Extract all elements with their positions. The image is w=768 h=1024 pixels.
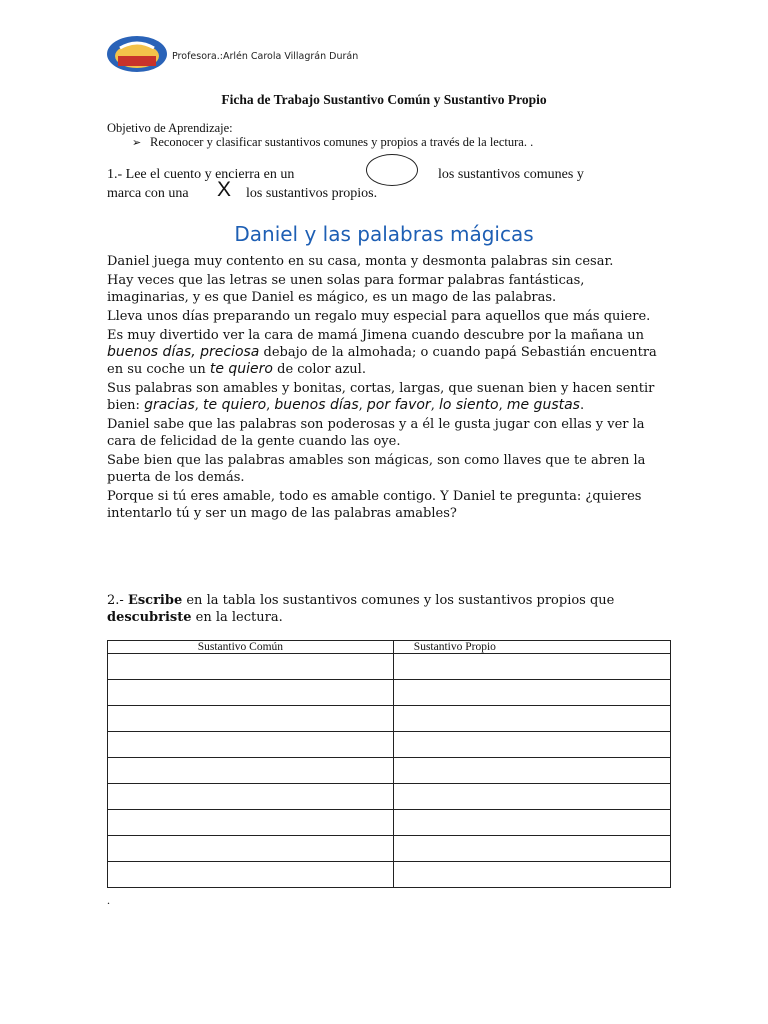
kind-phrase: lo siento bbox=[438, 397, 499, 413]
table-row bbox=[108, 836, 671, 862]
common-noun-cell[interactable] bbox=[108, 836, 394, 862]
instruction-2-text: en la tabla los sustantivos comunes y los sustantivos propios que bbox=[182, 593, 615, 608]
separator: , bbox=[266, 398, 275, 413]
kind-phrase: buenos días bbox=[274, 397, 359, 413]
table-row bbox=[108, 732, 671, 758]
story-paragraph: Daniel juega muy contento en su casa, monta y desmonta palabras sin cesar. bbox=[107, 254, 614, 269]
separator: , bbox=[498, 398, 507, 413]
kind-phrase: buenos días, preciosa bbox=[107, 344, 260, 360]
instruction-1-part3: marca con una bbox=[107, 186, 189, 201]
separator: , bbox=[358, 398, 367, 413]
x-mark-symbol: X bbox=[217, 178, 232, 201]
story-text: Es muy divertido ver la cara de mamá Jimena cuando descubre por la mañana un bbox=[107, 328, 644, 343]
kind-phrase: por favor bbox=[366, 397, 431, 413]
instruction-2 bbox=[107, 592, 667, 626]
separator: , bbox=[430, 398, 439, 413]
instruction-1-part2: los sustantivos comunes y bbox=[438, 167, 584, 182]
common-noun-cell[interactable] bbox=[108, 680, 394, 706]
proper-noun-cell[interactable] bbox=[393, 732, 670, 758]
instruction-2-verb: Escribe bbox=[127, 593, 183, 608]
story-text: de color azul. bbox=[272, 362, 366, 377]
common-noun-cell[interactable] bbox=[108, 758, 394, 784]
kind-phrase: me gustas bbox=[506, 397, 580, 413]
proper-noun-cell[interactable] bbox=[393, 836, 670, 862]
instruction-2-number: 2.- bbox=[107, 593, 128, 608]
proper-noun-cell[interactable] bbox=[393, 706, 670, 732]
objective-item bbox=[132, 135, 533, 150]
instruction-1-part4: los sustantivos propios. bbox=[246, 186, 378, 201]
story-title: Daniel y las palabras mágicas bbox=[234, 222, 534, 246]
story-paragraph: Sabe bien que las palabras amables son mágicas, son como llaves que te abren la puerta de los demás. bbox=[107, 453, 646, 485]
instruction-2-text: en la lectura. bbox=[191, 610, 283, 625]
common-noun-cell[interactable] bbox=[108, 784, 394, 810]
story-body bbox=[107, 253, 667, 524]
table-row bbox=[108, 810, 671, 836]
story-paragraph bbox=[107, 327, 667, 378]
story-paragraph: Lleva unos días preparando un regalo muy especial para aquellos que más quiere. bbox=[107, 309, 651, 324]
separator: . bbox=[579, 398, 585, 413]
kind-phrase: te quiero bbox=[203, 397, 267, 413]
proper-noun-cell[interactable] bbox=[393, 862, 670, 888]
worksheet-title: Ficha de Trabajo Sustantivo Común y Sustantivo Propio bbox=[221, 92, 547, 107]
table-row bbox=[108, 654, 671, 680]
nouns-table bbox=[107, 640, 671, 888]
school-logo bbox=[106, 34, 168, 74]
column-header-common: Sustantivo Común bbox=[108, 641, 394, 654]
table-row bbox=[108, 758, 671, 784]
table-row bbox=[108, 680, 671, 706]
table-row bbox=[108, 706, 671, 732]
common-noun-cell[interactable] bbox=[108, 706, 394, 732]
instruction-2-verb: descubriste bbox=[107, 610, 192, 625]
story-text: Sus palabras son amables y bonitas, cortas, largas, que suenan bien y hacen sentir bien: bbox=[107, 381, 655, 413]
circle-symbol bbox=[366, 154, 418, 186]
common-noun-cell[interactable] bbox=[108, 654, 394, 680]
table-row bbox=[108, 862, 671, 888]
story-paragraph bbox=[107, 380, 667, 414]
kind-phrase: te quiero bbox=[209, 361, 273, 377]
proper-noun-cell[interactable] bbox=[393, 680, 670, 706]
common-noun-cell[interactable] bbox=[108, 732, 394, 758]
footer-dot: . bbox=[107, 893, 110, 907]
table-row bbox=[108, 784, 671, 810]
kind-phrase: gracias bbox=[144, 397, 195, 413]
story-paragraph: Porque si tú eres amable, todo es amable contigo. Y Daniel te pregunta: ¿quieres intentarlo tú y ser un mago de las palabras amables? bbox=[107, 489, 642, 521]
proper-noun-cell[interactable] bbox=[393, 810, 670, 836]
common-noun-cell[interactable] bbox=[108, 862, 394, 888]
story-text: debajo de la almohada; o cuando papá Sebastián encuentra en su coche un bbox=[107, 345, 657, 377]
instruction-1-part1: 1.- Lee el cuento y encierra en un bbox=[107, 167, 295, 182]
proper-noun-cell[interactable] bbox=[393, 784, 670, 810]
story-paragraph: Daniel sabe que las palabras son poderosas y a él le gusta jugar con ellas y ver la cara de felicidad de la gente cuando las oye. bbox=[107, 417, 645, 449]
arrow-bullet-icon: ➢ bbox=[132, 137, 142, 149]
proper-noun-cell[interactable] bbox=[393, 758, 670, 784]
objective-text: Reconocer y clasificar sustantivos comunes y propios a través de la lectura. . bbox=[150, 135, 534, 149]
teacher-name: Profesora.:Arlén Carola Villagrán Durán bbox=[172, 51, 359, 62]
column-header-proper: Sustantivo Propio bbox=[393, 641, 670, 654]
proper-noun-cell[interactable] bbox=[393, 654, 670, 680]
common-noun-cell[interactable] bbox=[108, 810, 394, 836]
story-paragraph: Hay veces que las letras se unen solas para formar palabras fantásticas, imaginarias, y es que Daniel es mágico, es un mago de las palabras. bbox=[107, 273, 585, 305]
separator: , bbox=[194, 398, 204, 413]
objective-label: Objetivo de Aprendizaje: bbox=[107, 121, 233, 135]
